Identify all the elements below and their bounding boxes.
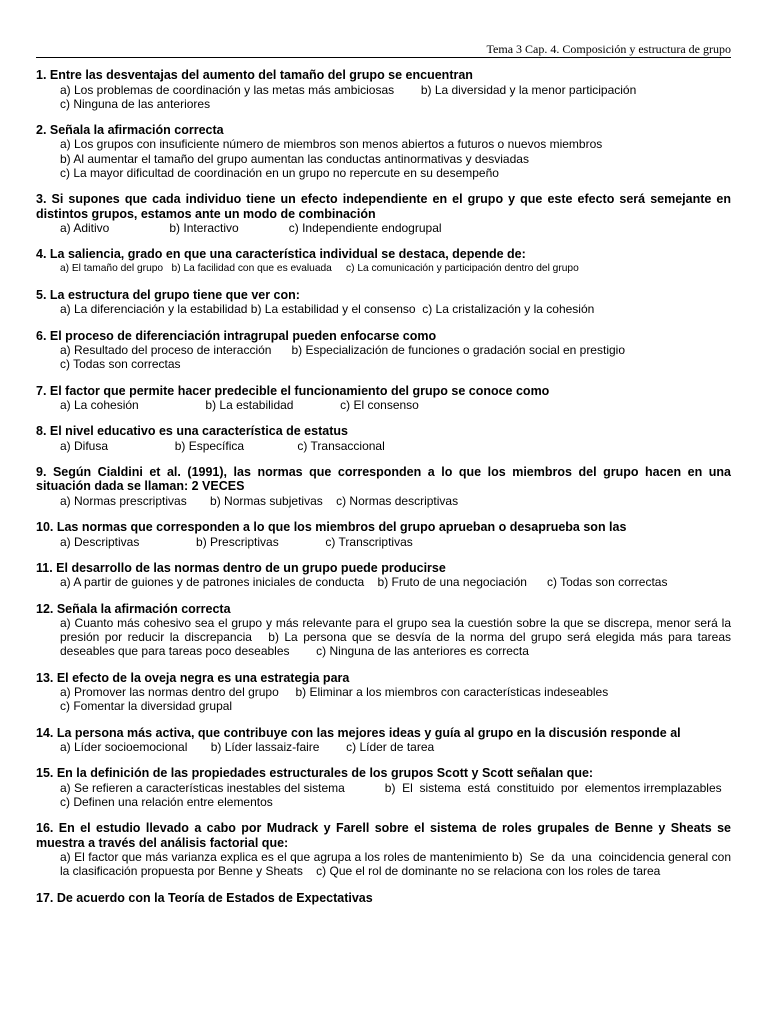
answer-options: c) Ninguna de las anteriores — [60, 96, 211, 111]
question-title: 3. Si supones que cada individuo tiene un efecto independiente en el grupo y que este efecto será semejante en distintos grupos, estamos ante un modo de combinación — [36, 192, 731, 221]
question-12 — [36, 601, 735, 659]
answer-options: a) El factor que más varianza explica es el que agrupa a los roles de mantenimiento b) Se da una coincidencia general con la clasificación propuesta por Benne y Sheats c) Que el rol de dominante no se relaciona con los roles de tarea — [60, 850, 735, 879]
answer-options: a) Los problemas de coordinación y las metas más ambiciosas b) La diversidad y la menor participación — [60, 82, 637, 97]
answer-options: a) Se refieren a características inestables del sistema b) El sistema está constituido por elementos irremplazables — [60, 780, 722, 795]
question-8 — [36, 424, 731, 453]
answer-options: a) Difusa b) Específica c) Transaccional — [60, 438, 385, 453]
question-1 — [36, 68, 731, 111]
question-title: 13. El efecto de la oveja negra es una estrategia para — [36, 670, 350, 685]
question-5 — [36, 288, 731, 317]
answer-options: a) Descriptivas b) Prescriptivas c) Transcriptivas — [60, 534, 413, 549]
question-6 — [36, 329, 731, 372]
question-title: 16. En el estudio llevado a cabo por Mudrack y Farell sobre el sistema de roles grupales de Benne y Sheats se muestra a través del análisis factorial que: — [36, 821, 731, 850]
question-17 — [36, 891, 731, 906]
question-9 — [36, 465, 731, 508]
question-title: 6. El proceso de diferenciación intragrupal pueden enfocarse como — [36, 328, 437, 343]
answer-options: c) La mayor dificultad de coordinación en un grupo no repercute en su desempeño — [60, 165, 499, 180]
question-2 — [36, 123, 731, 180]
question-title: 2. Señala la afirmación correcta — [36, 122, 224, 137]
question-title: 12. Señala la afirmación correcta — [36, 601, 231, 616]
answer-options: a) Líder socioemocional b) Líder lassaiz-faire c) Líder de tarea — [60, 740, 435, 755]
answer-options: a) El tamaño del grupo b) La facilidad con que es evaluada c) La comunicación y participación dentro del grupo — [60, 262, 579, 274]
question-title: 5. La estructura del grupo tiene que ver con: — [36, 287, 300, 302]
question-title: 11. El desarrollo de las normas dentro de un grupo puede producirse — [36, 560, 446, 575]
question-13 — [36, 671, 731, 714]
page-header: Tema 3 Cap. 4. Composición y estructura de grupo — [486, 42, 731, 56]
question-title: 4. La saliencia, grado en que una característica individual se destaca, depende de: — [36, 247, 526, 262]
answer-options: a) Aditivo b) Interactivo c) Independiente endogrupal — [60, 221, 442, 236]
question-10 — [36, 520, 731, 549]
question-title: 14. La persona más activa, que contribuye con las mejores ideas y guía al grupo en la discusión responde al — [36, 725, 681, 740]
question-title: 9. Según Cialdini et al. (1991), las normas que corresponden a lo que los miembros del grupo hacen en una situación dada se llaman: 2 VECES — [36, 464, 731, 494]
answer-options: c) Todas son correctas — [60, 357, 181, 372]
question-4 — [36, 247, 731, 276]
question-title: 17. De acuerdo con la Teoría de Estados de Expectativas — [36, 890, 373, 905]
question-title: 10. Las normas que corresponden a lo que los miembros del grupo aprueban o desaprueba son las — [36, 520, 627, 535]
answer-options: c) Fomentar la diversidad grupal — [60, 699, 233, 714]
question-15 — [36, 766, 731, 809]
answer-options: a) Los grupos con insuficiente número de miembros son menos abiertos a futuros o nuevos miembros — [60, 137, 603, 152]
answer-options: a) Normas prescriptivas b) Normas subjetivas c) Normas descriptivas — [60, 493, 459, 508]
answer-options: a) La diferenciación y la estabilidad b) La estabilidad y el consenso c) La cristalización y la cohesión — [60, 302, 595, 317]
question-14 — [36, 726, 731, 755]
answer-options: a) La cohesión b) La estabilidad c) El consenso — [60, 398, 419, 413]
answer-options: b) Al aumentar el tamaño del grupo aumentan las conductas antinormativas y desviadas — [60, 151, 529, 166]
question-title: 15. En la definición de las propiedades estructurales de los grupos Scott y Scott señalan que: — [36, 766, 594, 781]
answer-options: a) Promover las normas dentro del grupo b) Eliminar a los miembros con características indeseables — [60, 685, 609, 700]
question-list — [36, 68, 735, 917]
question-11 — [36, 561, 731, 590]
question-title: 7. El factor que permite hacer predecible el funcionamiento del grupo se conoce como — [36, 383, 550, 398]
question-3 — [36, 192, 731, 235]
question-7 — [36, 384, 731, 413]
question-16 — [36, 821, 735, 879]
answer-options: a) Cuanto más cohesivo sea el grupo y más relevante para el grupo sea la cuestión sobre la que se discrepa, menor será la presión por reducir la discrepancia b) La persona que se desvía de la norma del grupo será elegida más para tareas deseables que para tareas poco deseables c) Ninguna de las anteriores es correcta — [60, 616, 735, 659]
header-rule — [36, 57, 731, 58]
answer-options: a) A partir de guiones y de patrones iniciales de conducta b) Fruto de una negociación c) Todas son correctas — [60, 575, 668, 590]
answer-options: a) Resultado del proceso de interacción b) Especialización de funciones o gradación social en prestigio — [60, 343, 625, 358]
answer-options: c) Definen una relación entre elementos — [60, 794, 273, 809]
question-title: 8. El nivel educativo es una característica de estatus — [36, 424, 348, 439]
question-title: 1. Entre las desventajas del aumento del tamaño del grupo se encuentran — [36, 68, 473, 82]
